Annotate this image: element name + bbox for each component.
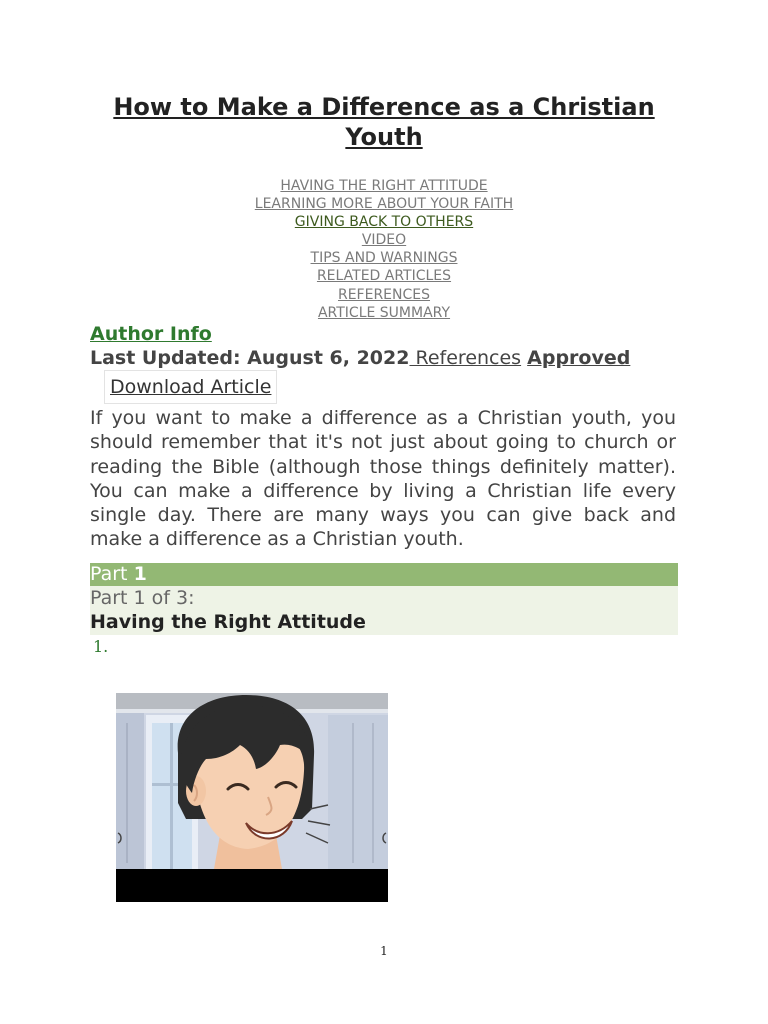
article-intro: If you want to make a difference as a Christian youth, you should remember that it's not just about going to church or reading the Bible (although those things definitely matter). You can make a difference by living a Christian life every single day. There are many ways you can give back and make a difference as a Christian youth. (90, 407, 676, 551)
article-title: How to Make a Difference as a Christian Youth (113, 93, 655, 151)
table-of-contents (90, 177, 678, 322)
toc-giving-back-to-others[interactable]: GIVING BACK TO OTHERS (294, 214, 474, 231)
toc-related-articles[interactable]: RELATED ARTICLES (316, 268, 452, 285)
smiling-youth-illustration (116, 693, 388, 902)
toc-learning-more-about-your-faith[interactable]: LEARNING MORE ABOUT YOUR FAITH (254, 196, 514, 213)
approved-badge-link[interactable]: Approved (527, 347, 631, 369)
toc-references[interactable]: REFERENCES (337, 286, 431, 303)
last-updated-line (90, 346, 680, 370)
part-subtitle: Part 1 of 3: (90, 587, 195, 609)
page-number: 1 (380, 944, 388, 958)
toc-article-summary[interactable]: ARTICLE SUMMARY (317, 304, 451, 321)
part-number: 1 (133, 563, 147, 585)
toc-having-the-right-attitude[interactable]: HAVING THE RIGHT ATTITUDE (280, 178, 488, 194)
part-heading: Having the Right Attitude (90, 611, 366, 633)
part-label: Part (90, 563, 134, 585)
toc-video[interactable]: VIDEO (361, 232, 407, 249)
author-info-link[interactable]: Author Info (90, 323, 212, 345)
last-updated-date: Last Updated: August 6, 2022 (90, 347, 410, 369)
part-title-block (90, 586, 678, 635)
toc-tips-and-warnings[interactable]: TIPS AND WARNINGS (310, 250, 458, 267)
part-header-bar (90, 563, 678, 586)
references-link[interactable]: References (409, 347, 522, 369)
step-number: 1. (93, 637, 109, 656)
download-article-button[interactable]: Download Article (104, 370, 277, 404)
